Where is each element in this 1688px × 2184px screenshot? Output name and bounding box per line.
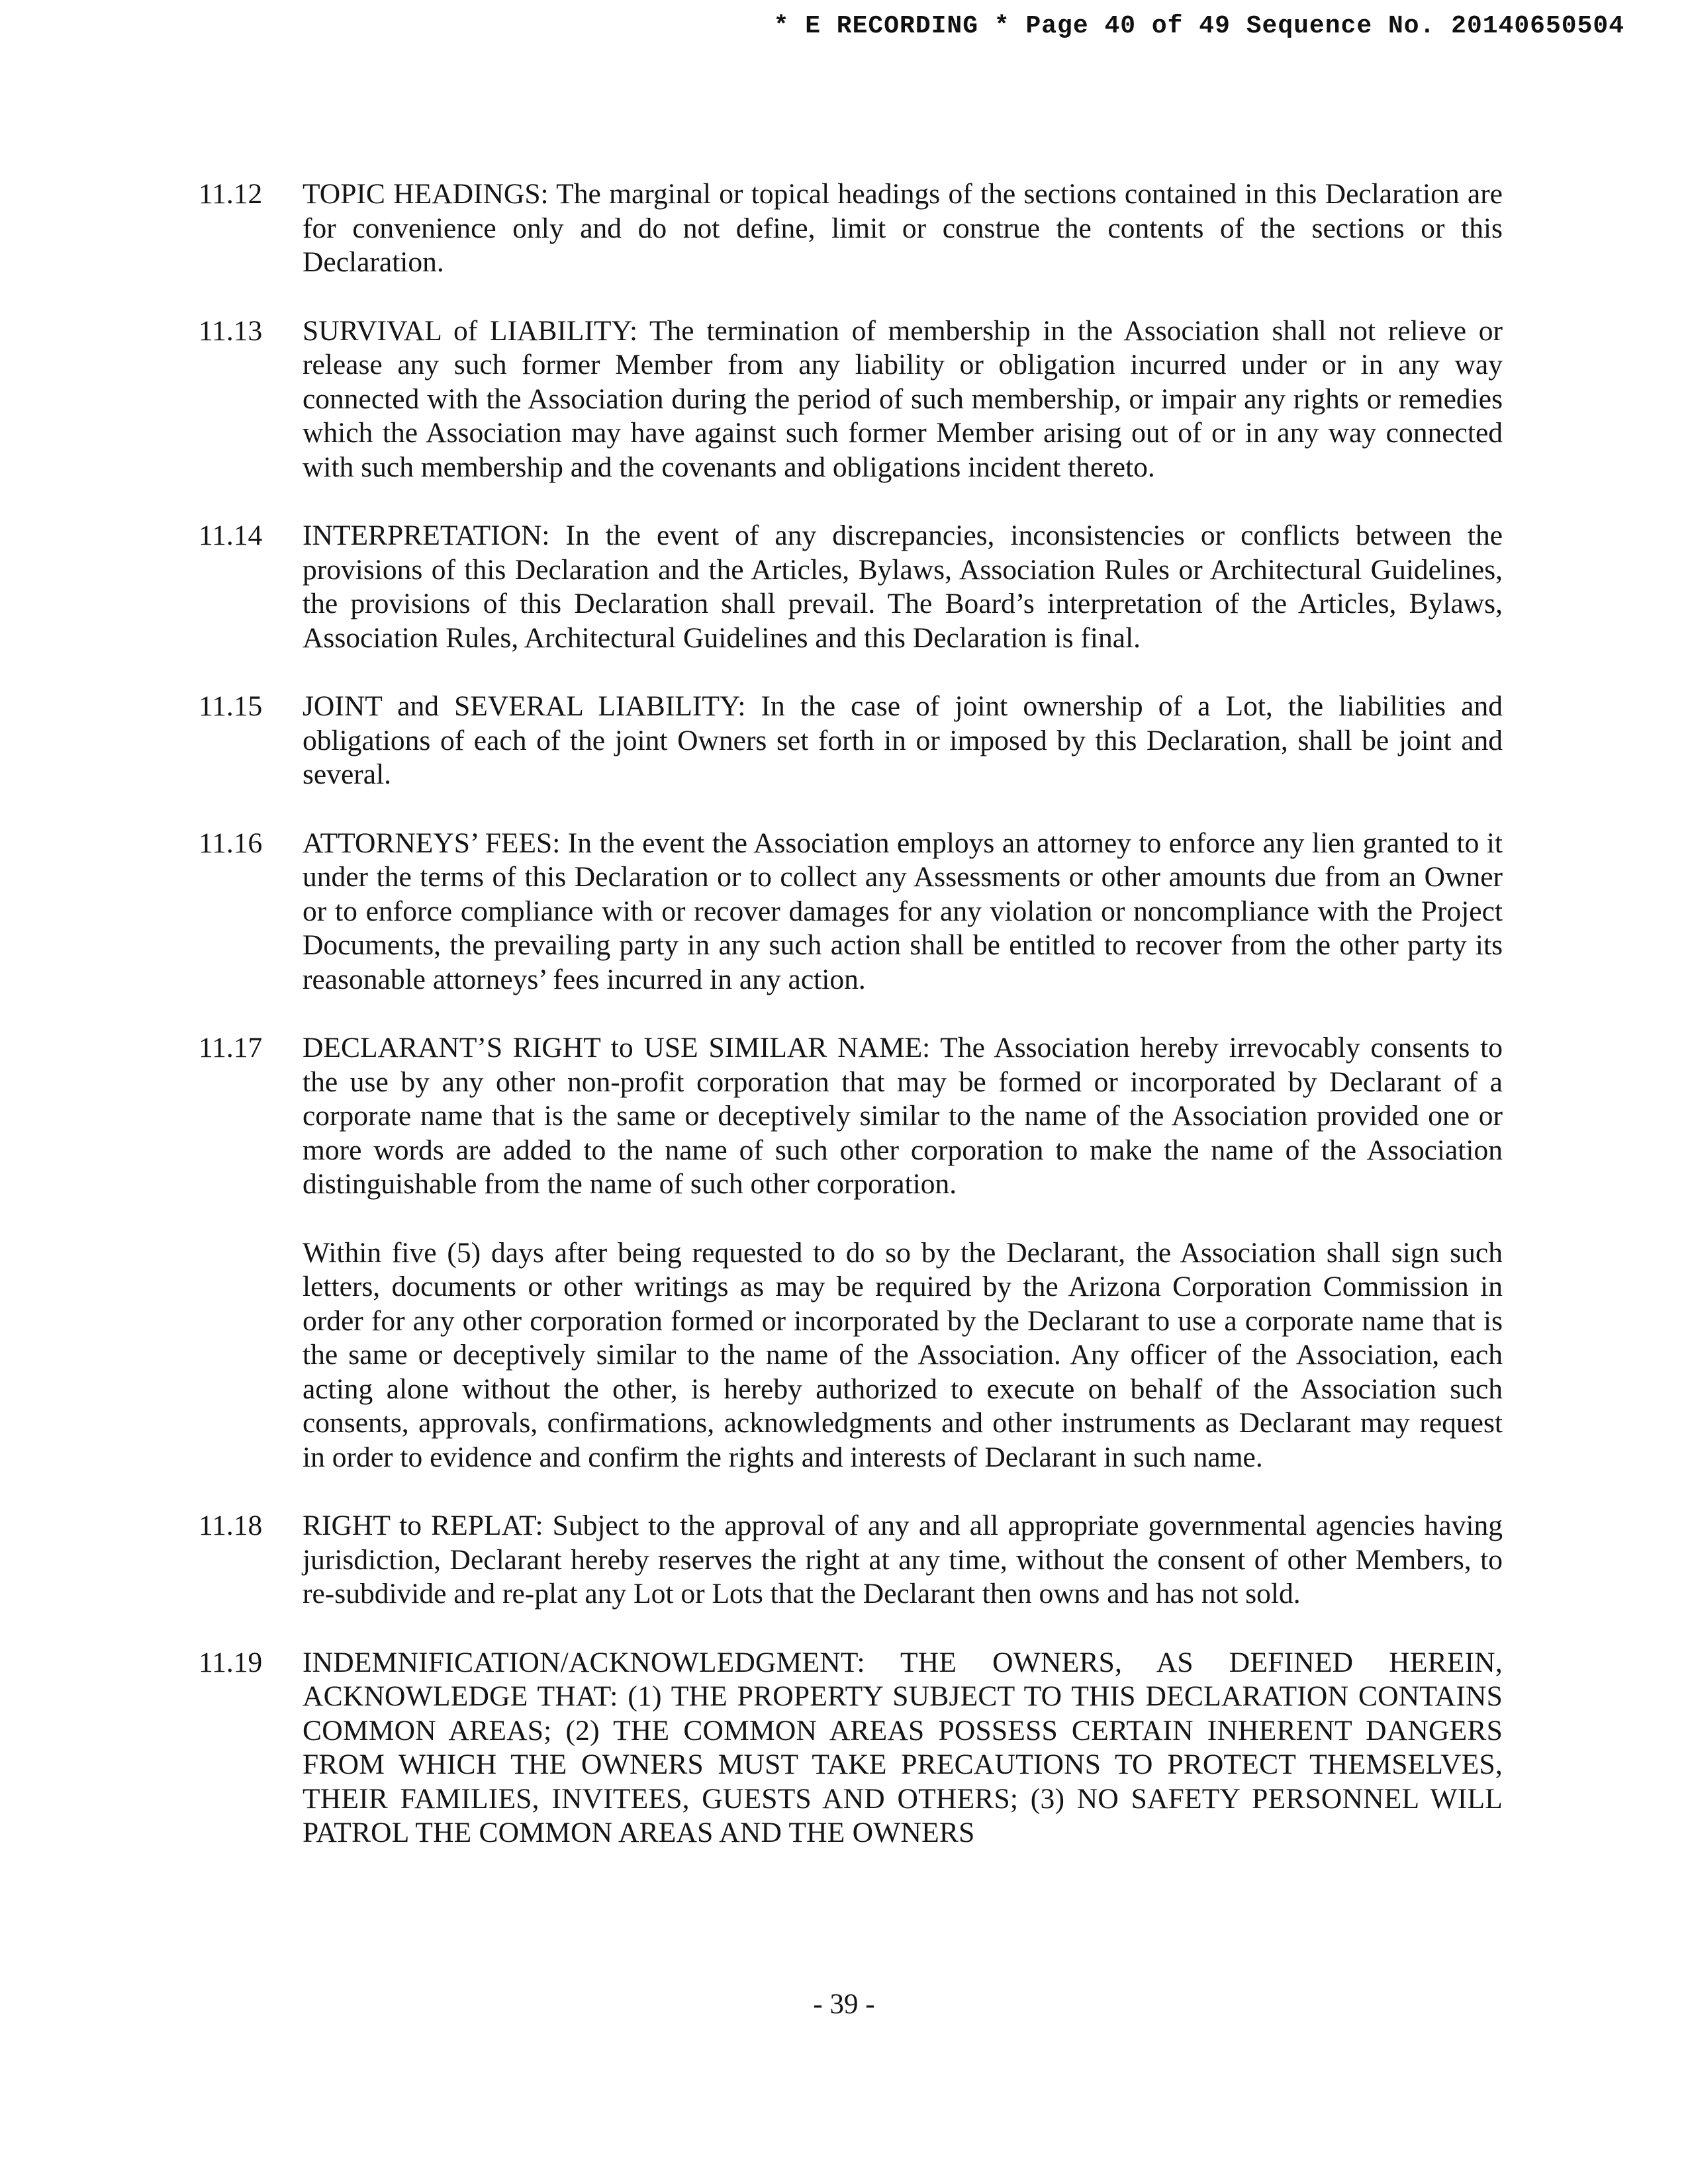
section-content (303, 1509, 1503, 1612)
page-number: - 39 - (813, 1989, 875, 2020)
section-content (303, 1646, 1503, 1850)
section-11-18 (199, 1509, 1503, 1612)
section-number: 11.12 (199, 178, 263, 210)
section-paragraph: SURVIVAL of LIABILITY: The termination of membership in the Association shall not relieve or release any such former Member from any liability or obligation incurred under or in any way connected with the Association during the period of such membership, or impair any rights or remedies which the Association may have against such former Member arising out of or in any way connected with such membership and the covenants and obligations incident thereto. (303, 314, 1503, 483)
section-11-16 (199, 827, 1503, 997)
section-content (303, 690, 1503, 792)
section-paragraph: TOPIC HEADINGS: The marginal or topical headings of the sections contained in this Declaration are for convenience only and do not define, limit or construe the contents of the sections or this Declaration. (303, 178, 1503, 278)
section-number: 11.16 (199, 827, 263, 859)
section-content (303, 827, 1503, 997)
section-content (303, 519, 1503, 655)
section-paragraph: Within five (5) days after being requested to do so by the Declarant, the Association shall sign such letters, documents or other writings as may be required by the Arizona Corporation Commission in order for any other corporation formed or incorporated by the Declarant to use a corporate name that is the same or deceptively similar to the name of the Association. Any officer of the Association, each acting alone without the other, is hereby authorized to execute on behalf of the Association such consents, approvals, confirmations, acknowledgments and other instruments as Declarant may request in order to evidence and confirm the rights and interests of Declarant in such name. (303, 1236, 1503, 1473)
section-paragraph: DECLARANT’S RIGHT to USE SIMILAR NAME: The Association hereby irrevocably consents to the use by any other non-profit corporation that may be formed or incorporated by Declarant of a corporate name that is the same or deceptively similar to the name of the Association provided one or more words are added to the name of such other corporation to make the name of the Association distinguishable from the name of such other corporation. (303, 1032, 1503, 1200)
section-number: 11.14 (199, 520, 263, 551)
section-paragraph: INDEMNIFICATION/ACKNOWLEDGMENT: THE OWNERS, AS DEFINED HEREIN, ACKNOWLEDGE THAT: (1) THE PROPERTY SUBJECT TO THIS DECLARATION CONTAINS COMMON AREAS; (2) THE COMMON AREAS POSSESS CERTAIN INHERENT DANGERS FROM WHICH THE OWNERS MUST TAKE PRECAUTIONS TO PROTECT THEMSELVES, THEIR FAMILIES, INVITEES, GUESTS AND OTHERS; (3) NO SAFETY PERSONNEL WILL PATROL THE COMMON AREAS AND THE OWNERS (303, 1646, 1503, 1848)
section-content (303, 177, 1503, 280)
declaration-body (199, 177, 1503, 1885)
section-number: 11.13 (199, 314, 263, 347)
section-content (303, 314, 1503, 485)
section-paragraph: RIGHT to REPLAT: Subject to the approval of any and all appropriate governmental agencies having jurisdiction, Declarant hereby reserves the right at any time, without the consent of other Members, to re-subdivide and re-plat any Lot or Lots that the Declarant then owns and has not sold. (303, 1510, 1503, 1610)
section-11-15 (199, 690, 1503, 792)
section-number: 11.17 (199, 1032, 263, 1064)
section-number: 11.15 (199, 690, 263, 722)
section-11-12 (199, 177, 1503, 280)
section-content (303, 1031, 1503, 1475)
section-11-19 (199, 1646, 1503, 1850)
section-paragraph: INTERPRETATION: In the event of any discrepancies, inconsistencies or conflicts between the provisions of this Declaration and the Articles, Bylaws, Association Rules or Architectural Guidelines, the provisions of this Declaration shall prevail. The Board’s interpretation of the Articles, Bylaws, Association Rules, Architectural Guidelines and this Declaration is final. (303, 520, 1503, 654)
section-11-13 (199, 314, 1503, 485)
recording-header: * E RECORDING * Page 40 of 49 Sequence No. 20140650504 (773, 12, 1624, 40)
section-number: 11.19 (199, 1646, 263, 1678)
section-paragraph: JOINT and SEVERAL LIABILITY: In the case of joint ownership of a Lot, the liabilities and obligations of each of the joint Owners set forth in or imposed by this Declaration, shall be joint and several. (303, 690, 1503, 790)
section-11-14 (199, 519, 1503, 655)
section-number: 11.18 (199, 1510, 263, 1541)
section-paragraph: ATTORNEYS’ FEES: In the event the Association employs an attorney to enforce any lien granted to it under the terms of this Declaration or to collect any Assessments or other amounts due from an Owner or to enforce compliance with or recover damages for any violation or noncompliance with the Project Documents, the prevailing party in any such action shall be entitled to recover from the other party its reasonable attorneys’ fees incurred in any action. (303, 827, 1503, 995)
section-11-17 (199, 1031, 1503, 1475)
